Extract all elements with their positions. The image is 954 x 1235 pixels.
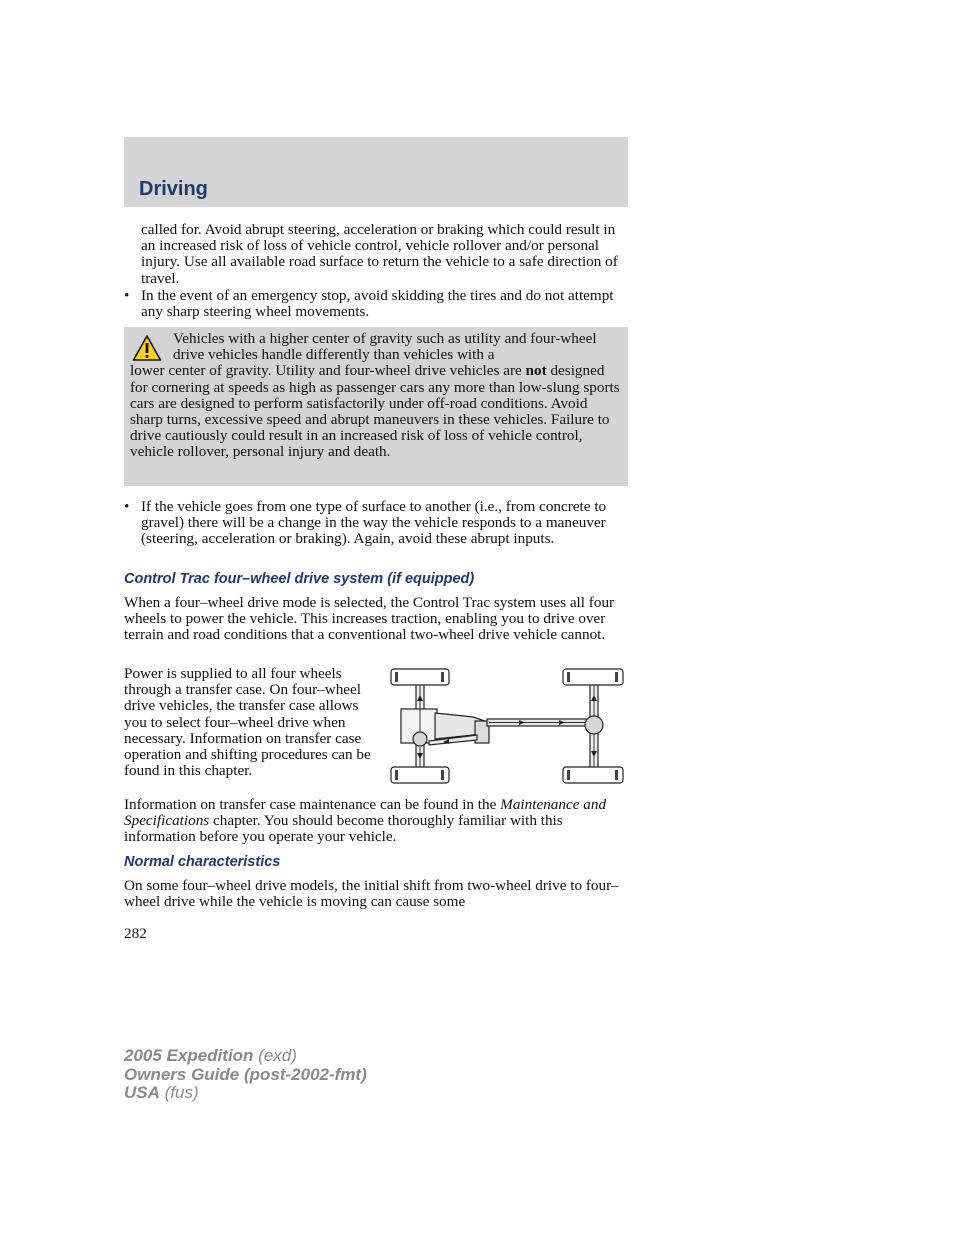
page-number: 282 bbox=[124, 925, 147, 942]
warning-lead: Vehicles with a higher center of gravity such as utility and four-wheel drive vehicles handle differently than vehicles with a bbox=[173, 330, 597, 364]
footer-line-model bbox=[124, 1047, 367, 1066]
control-trac-heading: Control Trac four–wheel drive system (if equipped) bbox=[124, 571, 475, 587]
footer-market: USA bbox=[124, 1083, 160, 1102]
normal-characteristics-heading: Normal characteristics bbox=[124, 854, 281, 870]
bullet-mark: • bbox=[124, 498, 130, 515]
maintenance-text-before: Information on transfer case maintenance can be found in the bbox=[124, 796, 501, 813]
footer-line-guide bbox=[124, 1066, 367, 1085]
footer-guide: Owners Guide (post-2002-fmt) bbox=[124, 1064, 367, 1084]
bullet-mark: • bbox=[124, 287, 130, 304]
maintenance-reference-paragraph bbox=[124, 797, 630, 846]
normal-characteristics-paragraph: On some four–wheel drive models, the initial shift from two-wheel drive to four–wheel drive while the vehicle is moving can cause some bbox=[124, 877, 619, 911]
maintenance-chapter-reference: Maintenance and Specifications bbox=[124, 796, 607, 830]
warning-text-part2: designed for cornering at speeds as high as passenger cars any more than low-slung sports cars are designed to perform satisfactorily under off-road conditions. Avoid sharp turns, excessive speed and abrupt maneuvers in these vehicles. Failure to drive cautiously could result in an increased risk of loss of vehicle control, vehicle rollover, personal injury and death. bbox=[130, 362, 620, 461]
section-title: Driving bbox=[139, 178, 208, 200]
warning-box bbox=[124, 327, 628, 486]
bullet-text: If the vehicle goes from one type of surface to another (i.e., from concrete to gravel) there will be a change in the way the vehicle responds to a maneuver (steering, acceleration or braking). Again, avoid these abrupt inputs. bbox=[141, 498, 607, 548]
footer-model: 2005 Expedition bbox=[124, 1046, 254, 1065]
continued-paragraph: called for. Avoid abrupt steering, acceleration or braking which could result in an increased risk of loss of vehicle control, vehicle rollover and/or personal injury. Use all available road surface to return the vehicle to a safe direction of travel. bbox=[141, 221, 618, 287]
footer-model-code: (exd) bbox=[253, 1046, 297, 1065]
footer-market-code: (fus) bbox=[159, 1083, 199, 1102]
control-trac-paragraph: When a four–wheel drive mode is selected, the Control Trac system uses all four wheels to power the vehicle. This increases traction, enabling you to drive over terrain and road conditions that a conventional two-wheel drive vehicle cannot. bbox=[124, 594, 615, 644]
maintenance-text-after: chapter. You should become thoroughly familiar with this information before you operate your vehicle. bbox=[124, 812, 563, 846]
warning-emphasis: not bbox=[525, 362, 547, 380]
four-wheel-drivetrain-illustration bbox=[389, 665, 625, 785]
warning-text bbox=[130, 331, 620, 461]
warning-text-part1: lower center of gravity. Utility and four-wheel drive vehicles are bbox=[130, 362, 526, 380]
bullet-text: In the event of an emergency stop, avoid skidding the tires and do not attempt any sharp steering wheel movements. bbox=[141, 287, 614, 321]
document-footer bbox=[124, 1047, 367, 1103]
transfer-case-paragraph: Power is supplied to all four wheels through a transfer case. On four–wheel drive vehicles, the transfer case allows you to select four–wheel drive when necessary. Information on transfer case operation and shifting procedures can be found in this chapter. bbox=[124, 665, 371, 780]
footer-line-market bbox=[124, 1084, 367, 1103]
